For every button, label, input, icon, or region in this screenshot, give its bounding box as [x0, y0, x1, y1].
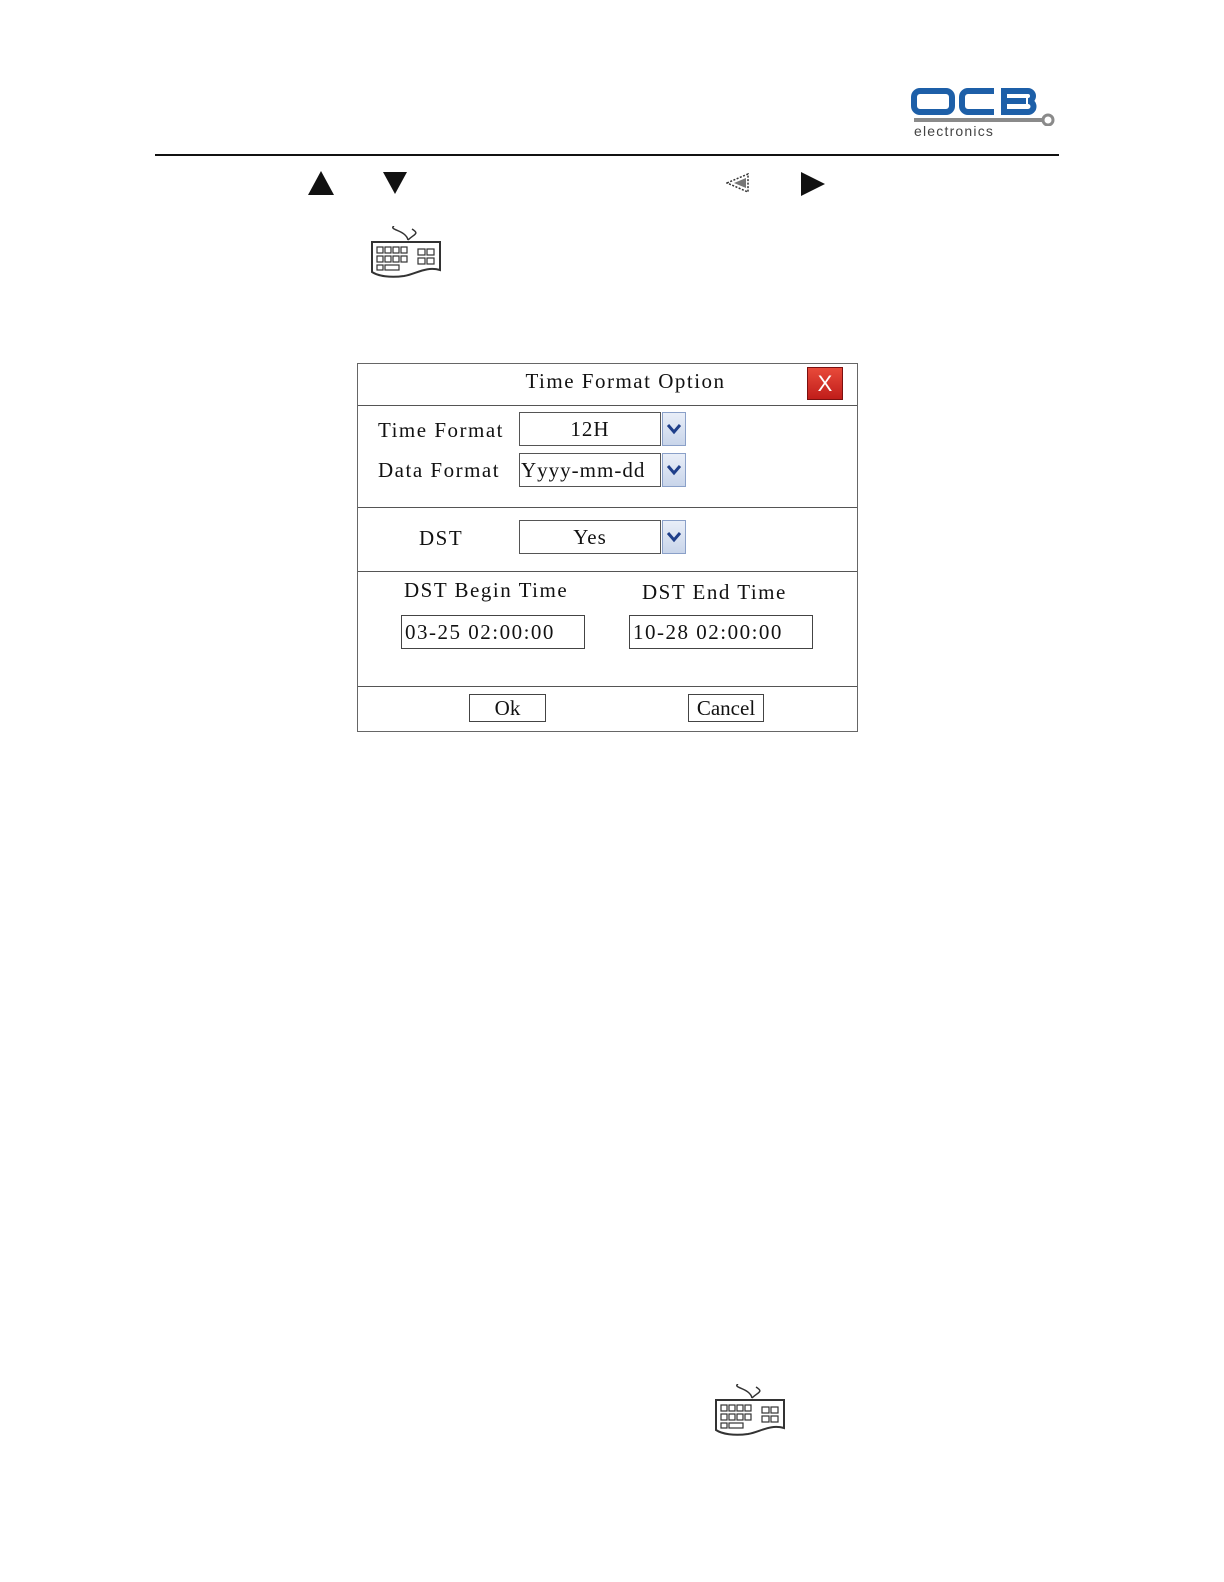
divider	[358, 507, 857, 508]
time-format-dropdown-button[interactable]	[662, 412, 686, 446]
date-format-dropdown-button[interactable]	[662, 453, 686, 487]
right-arrow-icon	[800, 171, 826, 197]
dst-end-time-label: DST End Time	[642, 580, 787, 604]
dialog-title: Time Format Option	[525, 369, 726, 393]
dst-end-time-input[interactable]: 10-28 02:00:00	[629, 615, 813, 649]
divider	[358, 571, 857, 572]
date-format-select[interactable]: Yyyy-mm-dd	[519, 453, 661, 487]
ocb-logo	[910, 86, 1060, 142]
keyboard-icon	[368, 226, 444, 280]
time-format-dialog	[357, 363, 858, 732]
date-format-label: Data Format	[378, 458, 501, 482]
dst-dropdown-button[interactable]	[662, 520, 686, 554]
dst-label: DST	[419, 526, 464, 550]
chevron-down-icon	[667, 423, 681, 435]
time-format-select[interactable]: 12H	[519, 412, 661, 446]
chevron-down-icon	[667, 464, 681, 476]
time-format-label: Time Format	[378, 418, 504, 442]
chevron-down-icon	[667, 531, 681, 543]
dst-select[interactable]: Yes	[519, 520, 661, 554]
left-arrow-icon	[726, 172, 752, 194]
close-button[interactable]: X	[807, 367, 843, 400]
dst-begin-time-input[interactable]: 03-25 02:00:00	[401, 615, 585, 649]
down-arrow-icon	[382, 171, 408, 195]
dst-begin-time-label: DST Begin Time	[404, 578, 569, 602]
keyboard-icon	[712, 1384, 788, 1438]
header-rule	[155, 154, 1059, 156]
cancel-button[interactable]: Cancel	[688, 694, 764, 722]
ok-button[interactable]: Ok	[469, 694, 546, 722]
divider	[358, 686, 857, 687]
logo-subtitle: electronics	[914, 123, 995, 139]
divider	[358, 405, 857, 406]
up-arrow-icon	[307, 170, 335, 196]
